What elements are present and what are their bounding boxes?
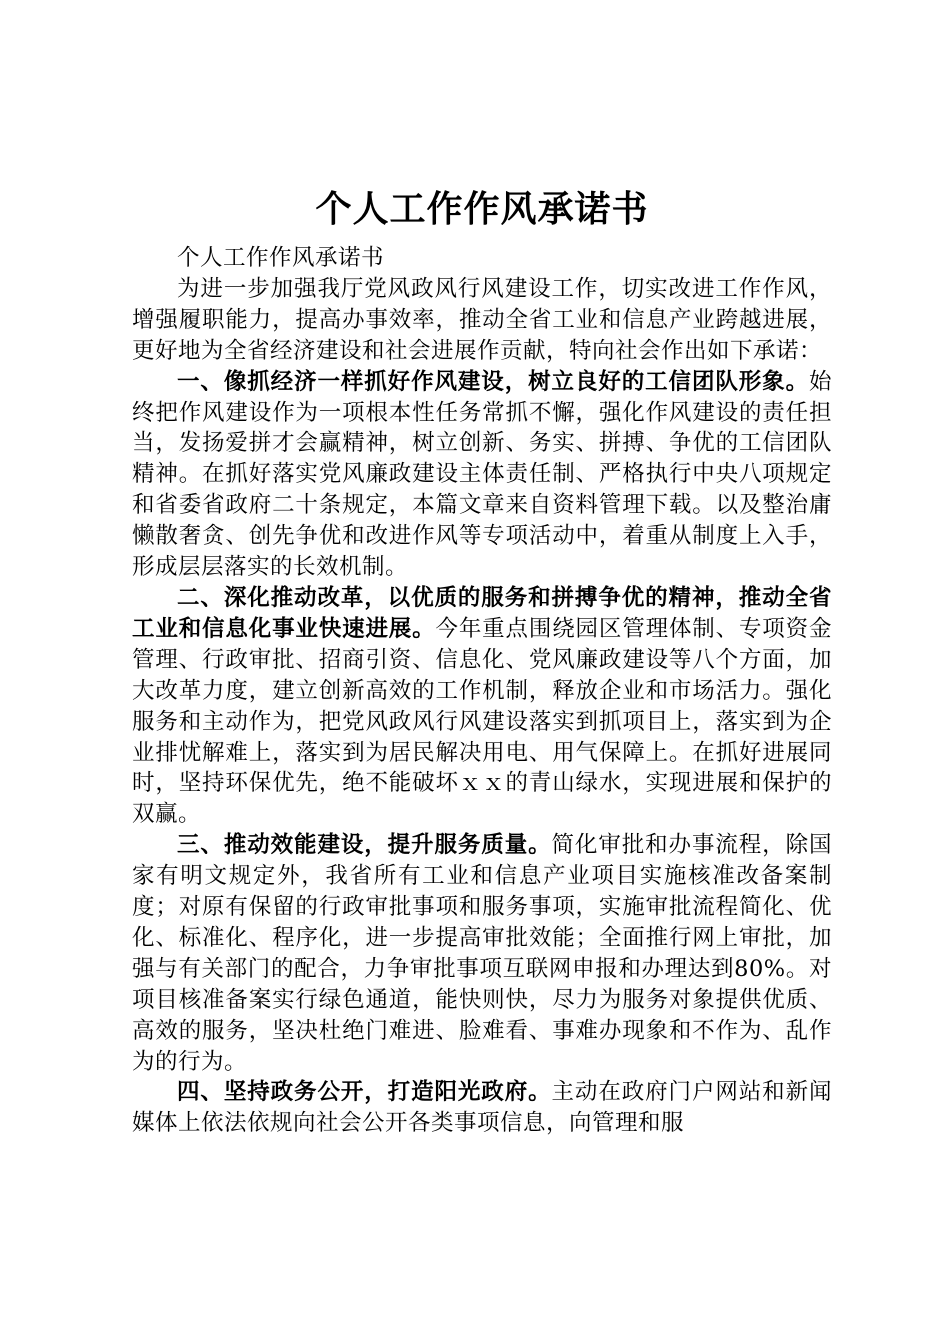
section-1-body: 始终把作风建设作为一项根本性任务常抓不懈，强化作风建设的责任担当，发扬爱拼才会赢精神，树立创新、务实、拼搏、争优的工信团队精神。在抓好落实党风廉政建设主体责任制、严格执行中央八项规定和省委省政府二十条规定，本篇文章来自资料管理下载。以及整治庸懒散奢贪、创先争优和改进作风等专项活动中，着重从制度上入手，形成层层落实的长效机制。 — [132, 368, 832, 581]
section-3-paragraph — [132, 830, 832, 1077]
section-2-body: 今年重点围绕园区管理体制、专项资金管理、行政审批、招商引资、信息化、党风廉政建设等八个方面，加大改革力度，建立创新高效的工作机制，释放企业和市场活力。强化服务和主动作为，把党风政风行风建设落实到抓项目上，落实到为企业排忧解难上，落实到为居民解决用电、用气保障上。在抓好进展同时，坚持环保优先，绝不能破坏ｘｘ的青山绿水，实现进展和保护的双赢。 — [132, 615, 832, 828]
section-2-paragraph — [132, 583, 832, 830]
document-title: 个人工作作风承诺书 — [315, 188, 649, 230]
section-2-heading: 二、深化推动改革，以优质的服务和拼搏争优的精神，推动全省工业和信息化事业快速进展。 — [132, 584, 832, 642]
document-content — [132, 185, 832, 1139]
intro-paragraph: 为进一步加强我厅党风政风行风建设工作，切实改进工作作风，增强履职能力，提高办事效率，推动全省工业和信息产业跨越进展，更好地为全省经济建设和社会进展作贡献，特向社会作出如下承诺： — [132, 275, 832, 364]
document-subtitle: 个人工作作风承诺书 — [177, 245, 385, 271]
section-4-heading: 四、坚持政务公开，打造阳光政府。 — [177, 1079, 552, 1106]
section-1-heading: 一、像抓经济一样抓好作风建设，树立良好的工信团队形象。 — [177, 368, 809, 395]
section-4-paragraph — [132, 1077, 832, 1139]
section-1-paragraph — [132, 367, 832, 583]
section-4-body: 主动在政府门户网站和新闻媒体上依法依规向社会公开各类事项信息，向管理和服 — [132, 1079, 832, 1137]
section-3-heading: 三、推动效能建设，提升服务质量。 — [177, 832, 552, 859]
section-3-body: 简化审批和办事流程，除国家有明文规定外，我省所有工业和信息产业项目实施核准改备案制度；对原有保留的行政审批事项和服务事项，实施审批流程简化、优化、标准化、程序化，进一步提高审批效能；全面推行网上审批，加强与有关部门的配合，力争审批事项互联网申报和办理达到80%。对项目核准备案实行绿色通道，能快则快，尽力为服务对象提供优质、高效的服务，坚决杜绝门难进、脸难看、事难办现象和不作为、乱作为的行为。 — [132, 832, 832, 1075]
